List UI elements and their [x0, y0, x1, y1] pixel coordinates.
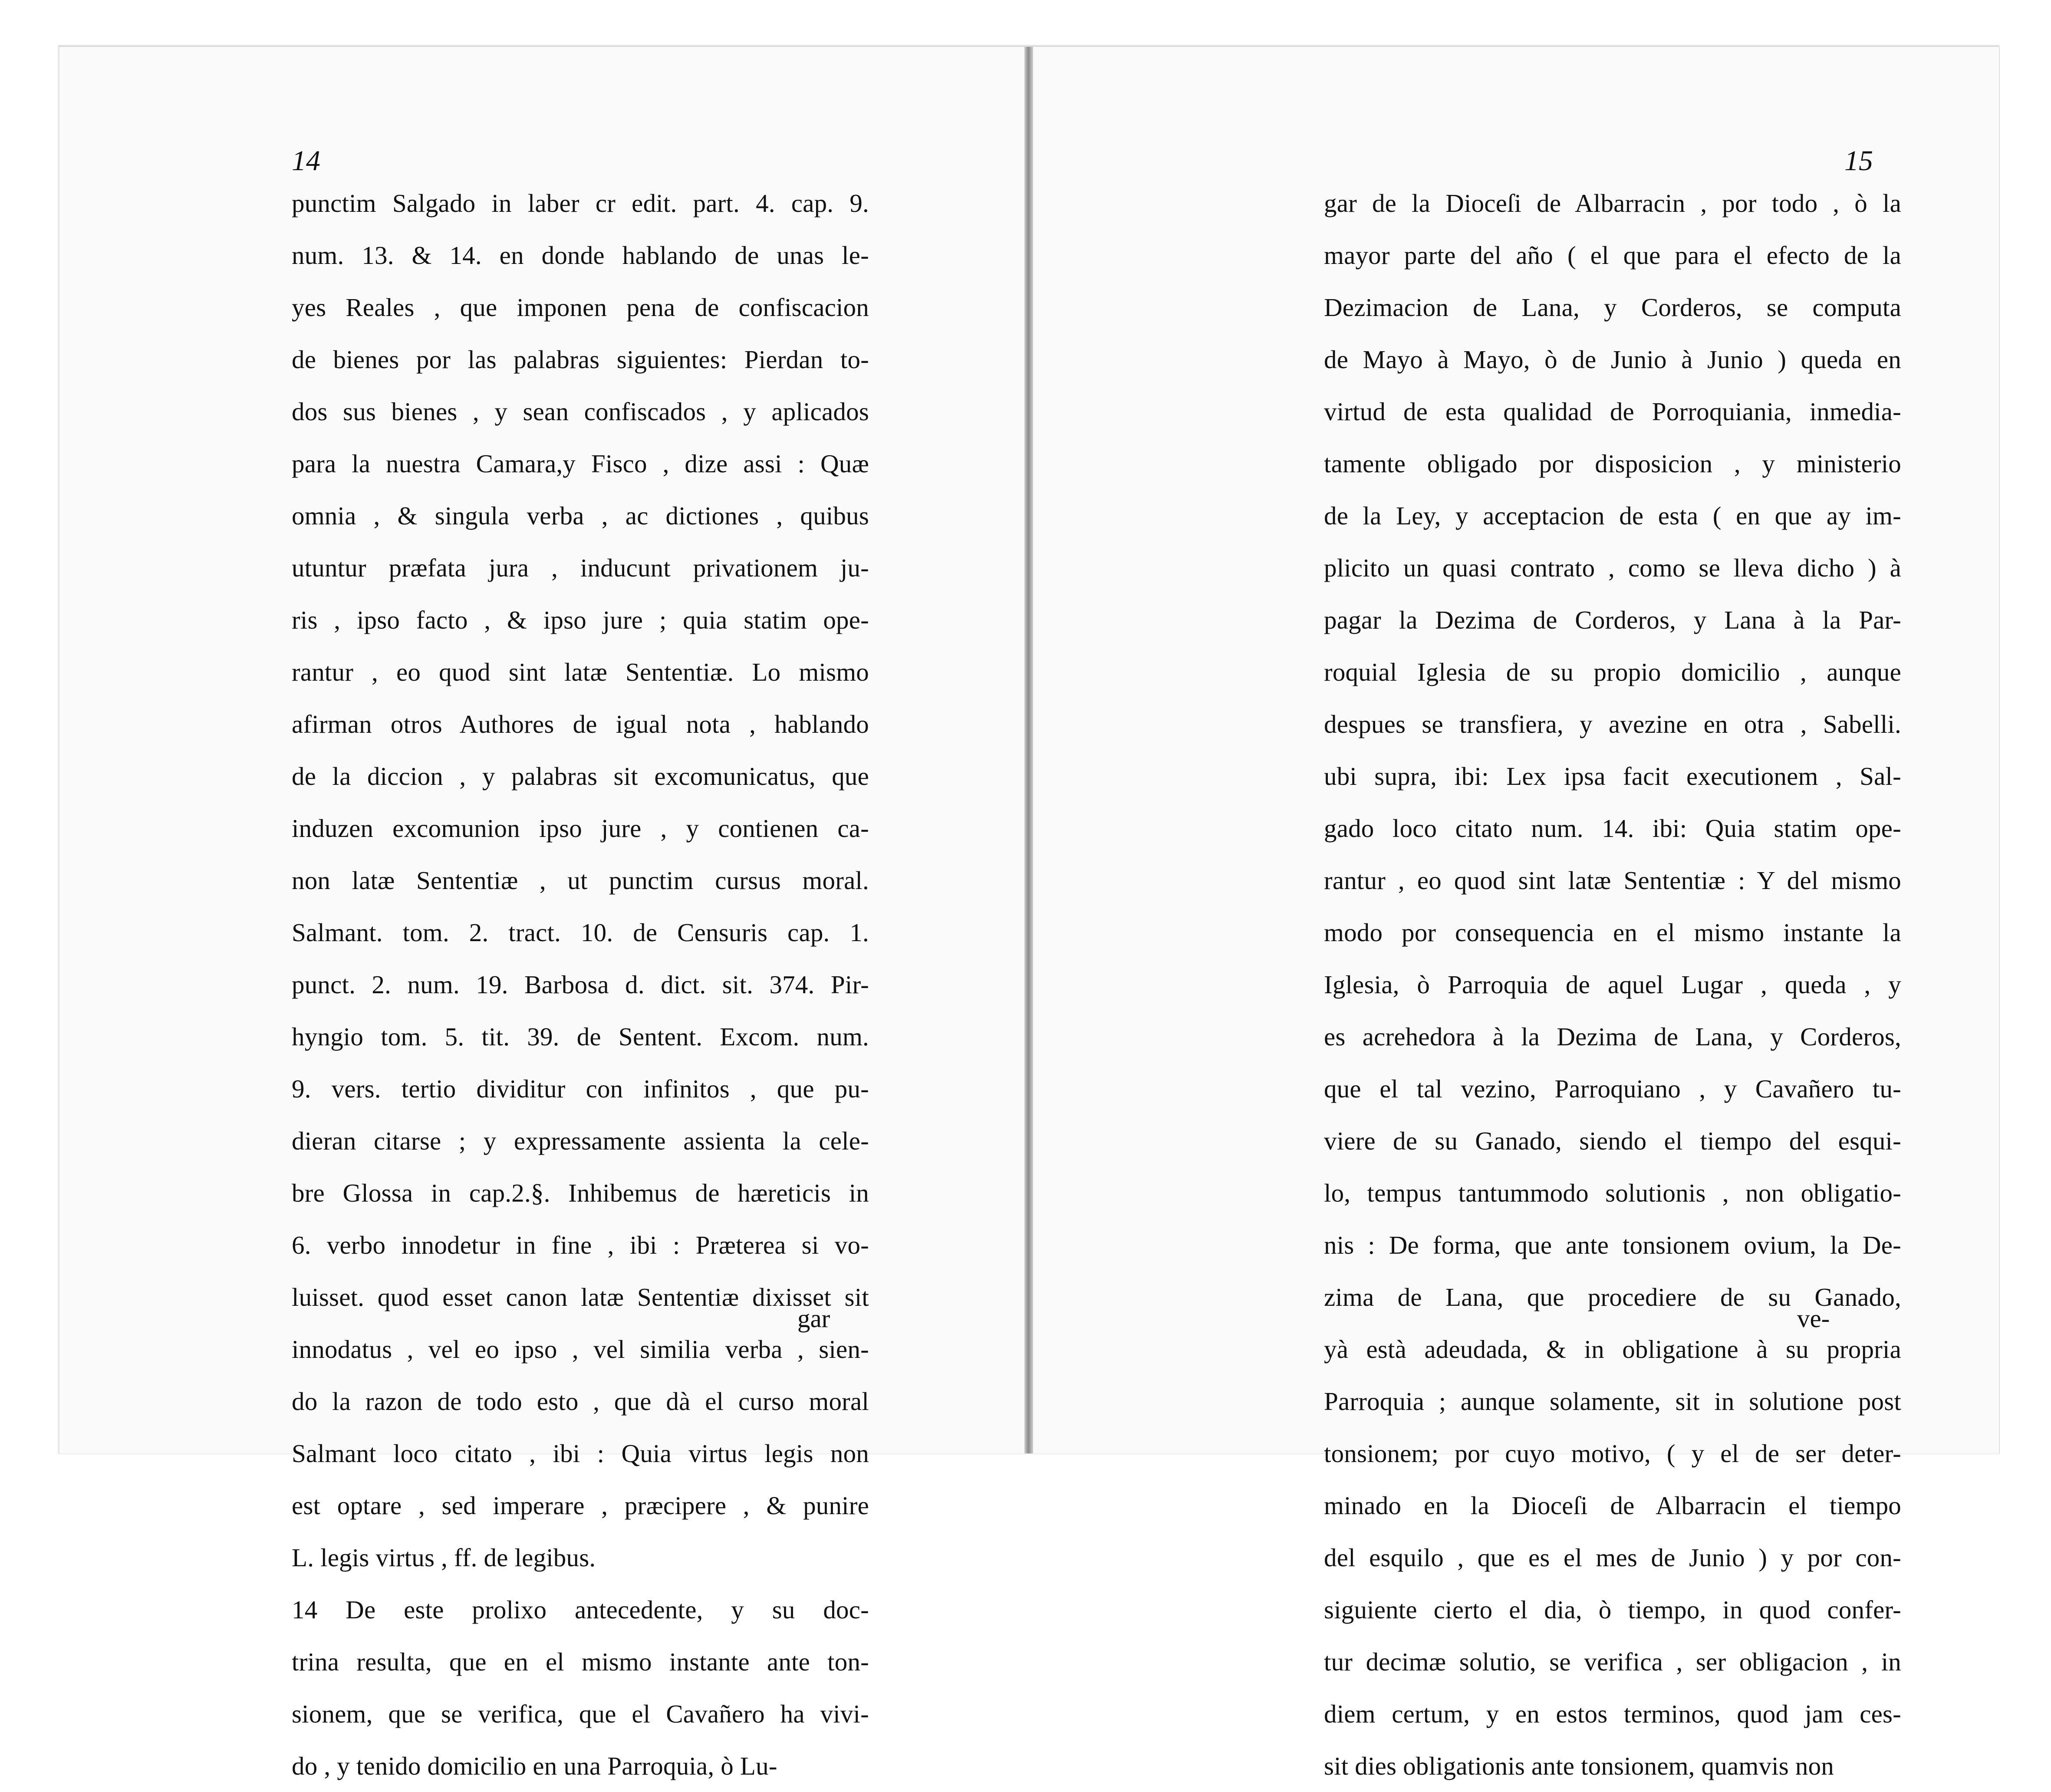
- text-line: ris , ipso facto , & ipso jure ; quia statim ope-: [292, 606, 869, 634]
- text-line: siguiente cierto el dia, ò tiempo, in quod confer-: [1324, 1595, 1901, 1624]
- text-line: tonsionem; por cuyo motivo, ( y el de ser deter-: [1324, 1439, 1901, 1468]
- text-line: do , y tenido domicilio en una Parroquia, ò Lu-: [292, 1752, 777, 1780]
- text-line: de la diccion , y palabras sit excomunicatus, que: [292, 762, 869, 791]
- text-line: es acrehedora à la Dezima de Lana, y Corderos,: [1324, 1022, 1901, 1051]
- text-line: rantur , eo quod sint latæ Sententiæ : Y del mismo: [1324, 866, 1901, 895]
- right-page-number: 15: [1844, 145, 1873, 177]
- text-line: virtud de esta qualidad de Porroquiania, inmedia-: [1324, 397, 1901, 426]
- text-line: que el tal vezino, Parroquiano , y Cavañero tu-: [1324, 1074, 1901, 1103]
- text-line: nis : De forma, que ante tonsionem ovium, la De-: [1324, 1231, 1901, 1259]
- text-line: despues se transfiera, y avezine en otra , Sabelli.: [1324, 710, 1901, 738]
- text-line: zima de Lana, que procediere de su Ganado,: [1324, 1283, 1901, 1311]
- text-line: punct. 2. num. 19. Barbosa d. dict. sit. 374. Pir-: [292, 970, 869, 999]
- text-line: dieran citarse ; y expressamente assienta la cele-: [292, 1127, 869, 1155]
- text-line: de Mayo à Mayo, ò de Junio à Junio ) queda en: [1324, 345, 1901, 374]
- text-line: rantur , eo quod sint latæ Sententiæ. Lo mismo: [292, 658, 869, 686]
- text-line: punctim Salgado in laber cr edit. part. 4. cap. 9.: [292, 189, 869, 217]
- text-line: roquial Iglesia de su propio domicilio , aunque: [1324, 658, 1901, 686]
- text-line: gar de la Dioceſi de Albarracin , por todo , ò la: [1324, 189, 1901, 217]
- text-line: sionem, que se verifica, que el Cavañero ha vivi-: [292, 1700, 869, 1728]
- text-line: modo por consequencia en el mismo instante la: [1324, 918, 1901, 947]
- book-spread: [59, 46, 1999, 1780]
- text-line: de bienes por las palabras siguientes: Pierdan to-: [292, 345, 869, 374]
- text-line: induzen excomunion ipso jure , y contienen ca-: [292, 814, 869, 843]
- text-line: tur decimæ solutio, se verifica , ser obligacion , in: [1324, 1647, 1901, 1676]
- text-line: mayor parte del año ( el que para el efecto de la: [1324, 241, 1901, 270]
- text-line: yà està adeudada, & in obligatione à su propria: [1324, 1335, 1901, 1364]
- text-line: plicito un quasi contrato , como se lleva dicho ) à: [1324, 553, 1901, 582]
- text-line: non latæ Sententiæ , ut punctim cursus moral.: [292, 866, 869, 895]
- text-line: de la Ley, y acceptacion de esta ( en que ay im-: [1324, 501, 1901, 530]
- text-line: sit dies obligationis ante tonsionem, quamvis non: [1324, 1752, 1834, 1780]
- text-line: diem certum, y en estos terminos, quod jam ces-: [1324, 1700, 1901, 1728]
- left-page: [59, 47, 1025, 1780]
- text-line: do la razon de todo esto , que dà el curso moral: [292, 1387, 869, 1416]
- text-line: omnia , & singula verba , ac dictiones , quibus: [292, 501, 869, 530]
- left-catchword: gar: [797, 1304, 830, 1333]
- text-line: ubi supra, ibi: Lex ipsa facit executionem , Sal-: [1324, 762, 1901, 791]
- text-line: para la nuestra Camara,y Fisco , dize assi : Quæ: [292, 449, 869, 478]
- text-line: gado loco citato num. 14. ibi: Quia statim ope-: [1324, 814, 1901, 843]
- text-line: 14 De este prolixo antecedente, y su doc-: [292, 1595, 869, 1624]
- text-line: luisset. quod esset canon latæ Sententiæ dixisset sit: [292, 1283, 869, 1311]
- text-line: dos sus bienes , y sean confiscados , y aplicados: [292, 397, 869, 426]
- text-line: trina resulta, que en el mismo instante ante ton-: [292, 1647, 869, 1676]
- text-line: 9. vers. tertio dividitur con infinitos , que pu-: [292, 1074, 869, 1103]
- text-line: hyngio tom. 5. tit. 39. de Sentent. Excom. num.: [292, 1022, 869, 1051]
- text-line: num. 13. & 14. en donde hablando de unas le-: [292, 241, 869, 270]
- right-text-block: [1324, 177, 1901, 1792]
- text-line: lo, tempus tantummodo solutionis , non obligatio-: [1324, 1179, 1901, 1207]
- text-line: minado en la Dioceſi de Albarracin el tiempo: [1324, 1491, 1901, 1520]
- text-line: est optare , sed imperare , præcipere , & punire: [292, 1491, 869, 1520]
- text-line: innodatus , vel eo ipso , vel similia verba , sien-: [292, 1335, 869, 1364]
- text-line: del esquilo , que es el mes de Junio ) y por con-: [1324, 1543, 1901, 1572]
- right-page: [1033, 47, 2000, 1780]
- text-line: pagar la Dezima de Corderos, y Lana à la Par-: [1324, 606, 1901, 634]
- text-line: Parroquia ; aunque solamente, sit in solutione post: [1324, 1387, 1901, 1416]
- text-line: Salmant loco citato , ibi : Quia virtus legis non: [292, 1439, 869, 1468]
- text-line: bre Glossa in cap.2.§. Inhibemus de hæreticis in: [292, 1179, 869, 1207]
- text-line: 6. verbo innodetur in fine , ibi : Præterea si vo-: [292, 1231, 869, 1259]
- text-line: L. legis virtus , ff. de legibus.: [292, 1543, 596, 1572]
- left-text-block: [292, 177, 869, 1792]
- right-catchword: ve-: [1797, 1304, 1830, 1333]
- text-line: Iglesia, ò Parroquia de aquel Lugar , queda , y: [1324, 970, 1901, 999]
- text-line: yes Reales , que imponen pena de confiscacion: [292, 293, 869, 322]
- left-page-number: 14: [292, 145, 320, 177]
- text-line: Dezimacion de Lana, y Corderos, se computa: [1324, 293, 1901, 322]
- text-line: viere de su Ganado, siendo el tiempo del esqui-: [1324, 1127, 1901, 1155]
- book-gutter: [1024, 47, 1033, 1453]
- text-line: tamente obligado por disposicion , y ministerio: [1324, 449, 1901, 478]
- text-line: afirman otros Authores de igual nota , hablando: [292, 710, 869, 738]
- text-line: utuntur præfata jura , inducunt privationem ju-: [292, 553, 869, 582]
- text-line: Salmant. tom. 2. tract. 10. de Censuris cap. 1.: [292, 918, 869, 947]
